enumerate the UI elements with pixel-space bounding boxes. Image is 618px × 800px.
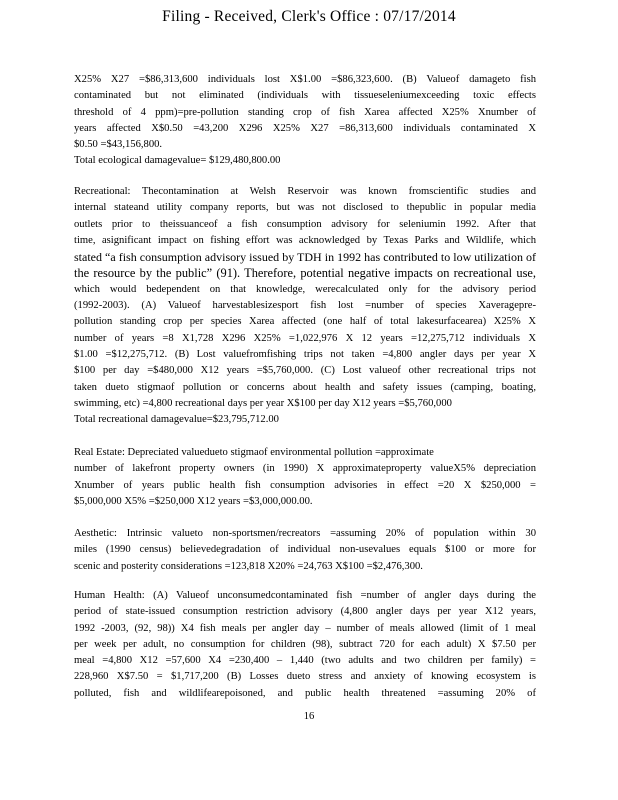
text-line: which would bedependent on that knowledge, werecalculated only for the advisory period xyxy=(74,283,536,295)
ecological-total: Total ecological damagevalue= $129,480,800.00 xyxy=(74,155,281,167)
text-line: (1992-2003). (A) Valueof harvestablesizesport fish lost =number of species Xaveragepre- xyxy=(74,300,536,312)
human-health-paragraph xyxy=(74,588,536,702)
text-line: per week per adult, no consumption for children (98), subtract 720 for each adult) X $7.50 per xyxy=(74,638,536,650)
text-line: Xnumber of years public health fish consumption advisories in effect =20 X $250,000 = xyxy=(74,479,536,491)
text-line: swimming, etc) =4,800 recreational days per year X$100 per day X12 years =$5,760,000 xyxy=(74,397,452,409)
text-line: Aesthetic: Intrinsic valueto non-sportsmen/recreators =assuming 20% of population within 30 xyxy=(74,528,536,539)
text-line: outlets prior to theissuanceof a fish consumption advisory for seleniumin 1992. After that xyxy=(74,218,536,230)
aesthetic-paragraph xyxy=(74,526,536,575)
text-line: number of years =8 X1,728 X296 X25% =1,022,976 X 12 years =12,275,712 individuals X xyxy=(74,332,536,344)
text-line: Real Estate: Depreciated valuedueto stigmaof environmental pollution =approximate xyxy=(74,447,434,458)
text-line: internal stateand utility company reports, but was not disclosed to thepublic in popular media xyxy=(74,202,536,214)
text-line: $5,000,000 X5% =$250,000 X12 years =$3,000,000.00. xyxy=(74,495,313,507)
text-line: scenic and posterity considerations =123,818 X20% =24,763 X$100 =$2,476,300. xyxy=(74,560,423,572)
text-line: time, asignificant impact on fishing effort was acknowledged by Texas Parks and Wildlife, which xyxy=(74,234,536,246)
ecological-paragraph xyxy=(74,72,536,170)
text-line: meal =4,800 X12 =57,600 X4 =230,400 – 1,440 (two adults and two children per family) = xyxy=(74,655,536,667)
text-line: Recreational: Thecontamination at Welsh Reservoir was known fromscientific studies and xyxy=(74,186,536,197)
text-line: number of lakefront property owners (in 1990) X approximateproperty valueX5% depreciation xyxy=(74,463,536,475)
filing-header: Filing - Received, Clerk's Office : 07/17/2014 xyxy=(162,8,456,25)
recreational-total: Total recreational damagevalue=$23,795,712.00 xyxy=(74,414,279,426)
text-line: 1992 -2003, (92, 98)) X4 fish meals per angler day – number of meals allowed (limit of 1 meal xyxy=(74,622,536,634)
text-line: period of state-issued consumption restriction advisory (4,800 angler days per year X12 years, xyxy=(74,606,536,618)
text-line: miles (1990 census) believedegradation of individual non-usevalues equals $100 or more for xyxy=(74,544,536,556)
text-line: 228,960 X$7.50 = $1,717,200 (B) Losses dueto stress and anxiety of knowing ecosystem is xyxy=(74,671,536,683)
text-line: stated “a fish consumption advisory issued by TDH in 1992 has contributed to low utilization of xyxy=(74,250,536,265)
text-line: polluted, fish and wildlifearepoisoned, and public health threatened =assuming 20% of xyxy=(74,687,536,699)
text-line: years affected X$0.50 =43,200 X296 X25% X27 =86,313,600 individuals contaminated X xyxy=(74,122,536,134)
recreational-paragraph xyxy=(74,184,536,428)
text-line: $0.50 =$43,156,800. xyxy=(74,139,163,151)
real-estate-paragraph xyxy=(74,445,536,510)
text-line: contaminated but not eliminated (individuals with tissueseleniumexceeding toxic effects xyxy=(74,90,536,102)
text-line: pollution standing crop per species Xarea affected (one half of total lakesurfacearea) X25% X xyxy=(74,316,536,328)
text-line: $1.00 =$12,275,712. (B) Lost valuefromfishing trips not taken =4,800 angler days per year X xyxy=(74,348,536,360)
page-number: 16 xyxy=(303,711,315,722)
text-line: the resource by the public” (91). Therefore, potential negative impacts on recreational use, xyxy=(74,266,536,281)
text-line: $100 per day =$480,000 X12 years =$5,760,000. (C) Lost valueof other recreational trips not xyxy=(74,365,536,377)
text-line: threshold of 4 ppm)=pre-pollution standing crop of fish Xarea affected X25% Xnumber of xyxy=(74,106,536,118)
text-line: Human Health: (A) Valueof unconsumedcontaminated fish =number of angler days during the xyxy=(74,590,536,601)
text-line: taken dueto stigmaof pollution or concerns about health and safety issues (camping, boating, xyxy=(74,381,536,393)
text-line: X25% X27 =$86,313,600 individuals lost X$1.00 =$86,323,600. (B) Valueof damageto fish xyxy=(74,74,536,85)
